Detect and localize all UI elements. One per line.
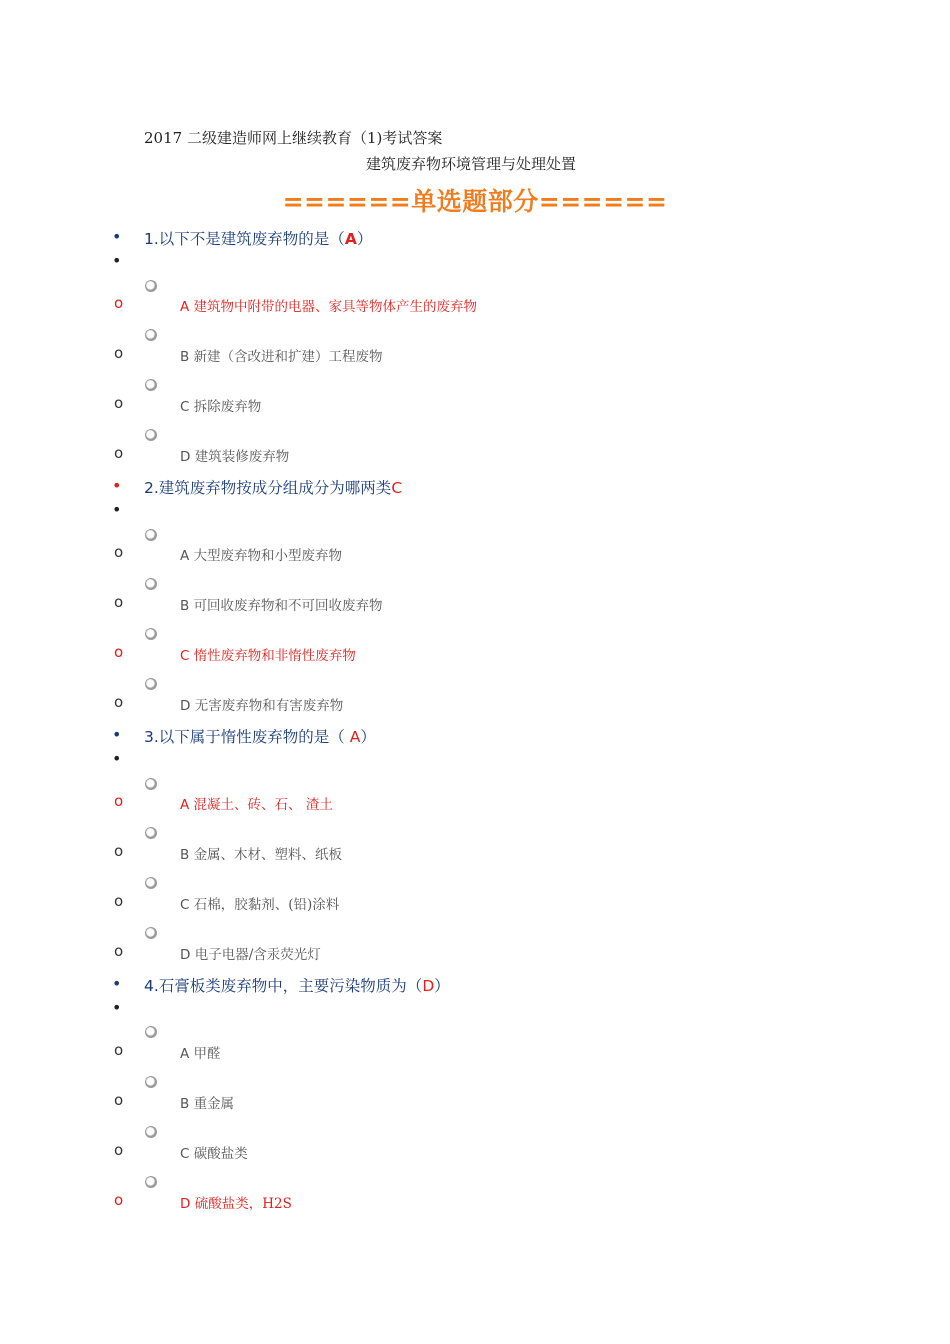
sub-bullet: o	[114, 792, 124, 810]
question-number: 1.	[144, 230, 159, 248]
document-subtitle: 建筑废弃物环境管理与处理处置	[366, 155, 577, 173]
option-text: 建筑物中附带的电器、家具等物体产生的废弃物	[193, 299, 478, 315]
option-q2-b[interactable]	[180, 594, 383, 614]
option-radio[interactable]	[145, 778, 157, 790]
question-2	[144, 476, 402, 498]
question-3	[144, 725, 376, 747]
question-number: 2.	[144, 479, 159, 497]
option-q3-c[interactable]	[180, 893, 339, 913]
option-letter: B	[180, 349, 190, 365]
sub-bullet: o	[114, 693, 124, 711]
option-text: 新建（含改进和扩建）工程废物	[193, 349, 383, 365]
document-title: 2017 二级建造师网上继续教育（1)考试答案	[144, 129, 443, 147]
option-q4-a[interactable]	[180, 1042, 221, 1062]
option-text: 石棉，胶黏剂、(铅)涂料	[193, 897, 340, 913]
option-radio[interactable]	[145, 877, 157, 889]
option-letter: A	[180, 797, 190, 813]
option-radio[interactable]	[145, 429, 157, 441]
question-answer: A	[349, 728, 361, 746]
question-4	[144, 974, 450, 996]
option-q1-c[interactable]	[180, 395, 261, 415]
question-bullet: •	[112, 476, 122, 495]
question-1	[144, 227, 372, 249]
option-text: 碳酸盐类	[193, 1146, 248, 1162]
question-answer: C	[391, 479, 403, 497]
question-text: 以下属于惰性废弃物的是（	[158, 728, 350, 746]
option-text: 拆除废弃物	[193, 399, 262, 415]
option-radio[interactable]	[145, 1126, 157, 1138]
option-letter: A	[180, 1046, 190, 1062]
option-letter: D	[180, 947, 191, 963]
option-q3-d[interactable]	[180, 943, 321, 963]
option-q4-c[interactable]	[180, 1142, 248, 1162]
option-letter: A	[180, 299, 190, 315]
empty-bullet: •	[112, 251, 122, 270]
option-text: 混凝土、砖、石、 渣土	[193, 797, 333, 813]
question-bullet: •	[112, 725, 122, 744]
question-text: 以下不是建筑废弃物的是（	[158, 230, 345, 248]
option-text: 硫酸盐类，H2S	[194, 1196, 292, 1212]
option-letter: B	[180, 598, 190, 614]
option-text: 建筑装修废弃物	[194, 449, 290, 465]
sub-bullet: o	[114, 394, 124, 412]
sub-bullet: o	[114, 942, 124, 960]
option-text: 金属、木材、塑料、纸板	[193, 847, 343, 863]
option-radio[interactable]	[145, 329, 157, 341]
sub-bullet: o	[114, 892, 124, 910]
option-q1-b[interactable]	[180, 345, 383, 365]
sub-bullet: o	[114, 543, 124, 561]
sub-bullet: o	[114, 1041, 124, 1059]
option-q4-b[interactable]	[180, 1092, 234, 1112]
sub-bullet: o	[114, 444, 124, 462]
option-q2-d[interactable]	[180, 694, 343, 714]
question-bullet: •	[112, 974, 122, 993]
option-q3-b[interactable]	[180, 843, 342, 863]
sub-bullet: o	[114, 1141, 124, 1159]
option-letter: D	[180, 698, 191, 714]
question-answer: A	[344, 230, 357, 248]
sub-bullet: o	[114, 1191, 124, 1209]
question-text: 建筑废弃物按成分组成分为哪两类	[158, 479, 392, 497]
option-radio[interactable]	[145, 529, 157, 541]
question-number: 3.	[144, 728, 159, 746]
option-text: 电子电器/含汞荧光灯	[194, 947, 321, 963]
question-text-end: ）	[434, 977, 450, 995]
option-letter: C	[180, 399, 190, 415]
option-radio[interactable]	[145, 578, 157, 590]
option-radio[interactable]	[145, 927, 157, 939]
sub-bullet: o	[114, 593, 124, 611]
option-q3-a[interactable]	[180, 793, 333, 813]
sub-bullet: o	[114, 643, 124, 661]
sub-bullet: o	[114, 1091, 124, 1109]
option-radio[interactable]	[145, 678, 157, 690]
option-text: 大型废弃物和小型废弃物	[193, 548, 343, 564]
option-q4-d[interactable]	[180, 1192, 292, 1212]
section-heading: ======单选题部分======	[282, 187, 668, 216]
option-radio[interactable]	[145, 379, 157, 391]
question-text: 石膏板类废弃物中，主要污染物质为（	[158, 977, 423, 995]
option-radio[interactable]	[145, 1176, 157, 1188]
option-letter: C	[180, 1146, 190, 1162]
option-radio[interactable]	[145, 628, 157, 640]
sub-bullet: o	[114, 842, 124, 860]
empty-bullet: •	[112, 998, 122, 1017]
option-letter: B	[180, 847, 190, 863]
sub-bullet: o	[114, 294, 124, 312]
question-text-end: ）	[356, 230, 373, 248]
sub-bullet: o	[114, 344, 124, 362]
option-letter: D	[180, 449, 191, 465]
question-bullet: •	[112, 227, 122, 246]
option-radio[interactable]	[145, 827, 157, 839]
question-answer: D	[422, 977, 435, 995]
option-q2-a[interactable]	[180, 544, 342, 564]
option-q1-a[interactable]	[180, 295, 477, 315]
option-radio[interactable]	[145, 280, 157, 292]
option-letter: D	[180, 1196, 191, 1212]
option-text: 可回收废弃物和不可回收废弃物	[193, 598, 383, 614]
option-q1-d[interactable]	[180, 445, 289, 465]
question-text-end: ）	[360, 728, 376, 746]
option-letter: C	[180, 897, 190, 913]
empty-bullet: •	[112, 500, 122, 519]
option-letter: C	[180, 648, 190, 664]
question-number: 4.	[144, 977, 159, 995]
empty-bullet: •	[112, 749, 122, 768]
option-text: 甲醛	[193, 1046, 221, 1062]
option-radio[interactable]	[145, 1026, 157, 1038]
option-q2-c[interactable]	[180, 644, 356, 664]
option-text: 无害废弃物和有害废弃物	[194, 698, 344, 714]
option-text: 惰性废弃物和非惰性废弃物	[193, 648, 356, 664]
option-radio[interactable]	[145, 1076, 157, 1088]
option-text: 重金属	[193, 1096, 235, 1112]
option-letter: B	[180, 1096, 190, 1112]
option-letter: A	[180, 548, 190, 564]
